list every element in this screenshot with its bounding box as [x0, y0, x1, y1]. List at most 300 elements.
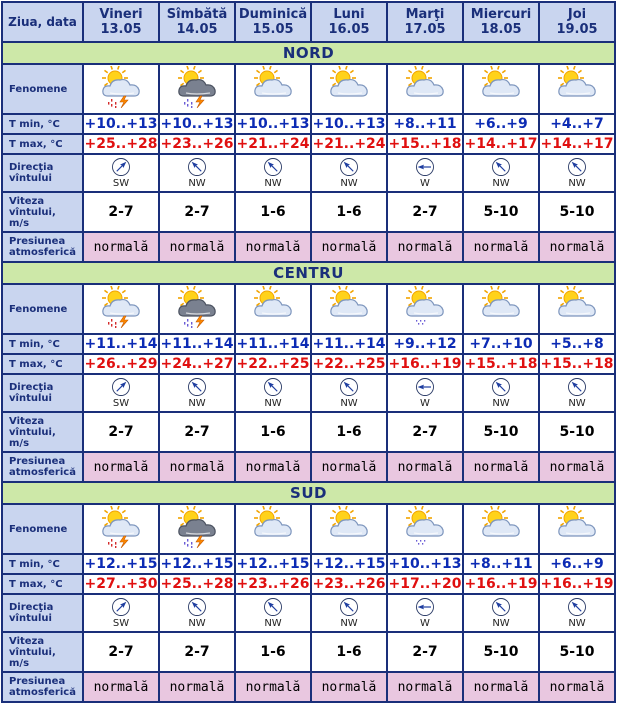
tmax-value: +23..+26 [160, 136, 234, 152]
day-date: 14.05 [176, 22, 218, 37]
day-name: Joi [567, 7, 587, 22]
wind-speed-value: 2-7 [388, 193, 462, 231]
partly-cloudy-icon [248, 66, 298, 108]
wind-direction-cell [160, 375, 234, 411]
tmax-value: +24..+27 [160, 356, 234, 372]
phenomena-label-line: Fenomene [9, 83, 68, 95]
wind-arrow-icon [339, 377, 359, 397]
wind-arrow-icon [111, 377, 131, 397]
wind-arrow-icon [491, 157, 511, 177]
day-header [312, 3, 386, 41]
wind-direction-cell [540, 595, 614, 631]
wind-arrow-icon [263, 157, 283, 177]
wind-direction-text: NW [340, 618, 358, 629]
light-rain-partly-cloudy-icon [400, 506, 450, 548]
wind-direction-label [3, 375, 82, 411]
tmax-value: +21..+24 [236, 136, 310, 152]
wind-direction-cell [312, 595, 386, 631]
wind-direction-cell [160, 595, 234, 631]
wind-arrow-icon [339, 157, 359, 177]
day-header [160, 3, 234, 41]
day-name: Marţi [405, 7, 445, 22]
tmin-value: +11..+14 [84, 336, 158, 352]
tmax-value: +15..+18 [464, 356, 538, 372]
wind-direction [312, 597, 386, 629]
tmax-row [3, 355, 614, 373]
wind-direction-cell [540, 155, 614, 191]
wind-direction [312, 377, 386, 409]
phenomena-cell [84, 505, 158, 553]
wind-direction-cell [464, 375, 538, 411]
wind-direction [540, 377, 614, 409]
wind-direction-cell [312, 375, 386, 411]
wind-arrow-icon [263, 597, 283, 617]
wind-speed-label-line: vîntului, [9, 426, 56, 438]
wind-direction-text: NW [264, 398, 282, 409]
wind-speed-value: 2-7 [160, 633, 234, 671]
wind-arrow-icon [415, 597, 435, 617]
tmin-row [3, 555, 614, 573]
wind-direction-text: SW [112, 618, 130, 629]
day-name: Sîmbătă [166, 7, 228, 22]
wind-direction [84, 157, 158, 189]
region-row [3, 483, 614, 503]
wind-direction-cell [236, 595, 310, 631]
wind-direction-cell [388, 595, 462, 631]
tmax-value: +15..+18 [540, 356, 614, 372]
wind-direction [464, 377, 538, 409]
tmin-value: +10..+13 [160, 116, 234, 132]
wind-direction-row [3, 595, 614, 631]
wind-arrow-icon [339, 597, 359, 617]
pressure-label [3, 233, 82, 261]
wind-arrow-icon [111, 597, 131, 617]
phenomena-cell [84, 65, 158, 113]
phenomena-cell [388, 65, 462, 113]
wind-direction-label [3, 595, 82, 631]
wind-direction-cell [464, 595, 538, 631]
pressure-row [3, 673, 614, 701]
partly-cloudy-icon [324, 286, 374, 328]
pressure-value: normală [236, 233, 310, 261]
region-title: NORD [3, 43, 614, 63]
light-rain-partly-cloudy-icon [400, 286, 450, 328]
wind-direction [160, 157, 234, 189]
partly-cloudy-icon [552, 286, 602, 328]
day-name: Miercuri [470, 7, 532, 22]
wind-speed-value: 1-6 [312, 413, 386, 451]
wind-direction-cell [84, 375, 158, 411]
wind-direction-cell [236, 375, 310, 411]
wind-arrow-icon [187, 157, 207, 177]
wind-direction [540, 157, 614, 189]
thunderstorm-partly-cloudy-icon [96, 66, 146, 108]
tmin-label-line: T min, °C [9, 118, 60, 130]
thunderstorm-rain-icon [172, 286, 222, 328]
wind-arrow-icon [567, 597, 587, 617]
wind-speed-label [3, 413, 82, 451]
tmin-value: +12..+15 [160, 556, 234, 572]
wind-speed-value: 1-6 [236, 413, 310, 451]
wind-speed-label-line: Viteza [9, 635, 45, 647]
tmax-value: +16..+19 [464, 576, 538, 592]
wind-direction-text: W [420, 398, 430, 409]
wind-direction-text: NW [188, 178, 206, 189]
wind-direction-label-line: Direcţia [9, 602, 54, 613]
pressure-label-line: Presiunea [9, 676, 66, 687]
wind-direction-text: NW [340, 178, 358, 189]
day-date: 18.05 [480, 22, 522, 37]
tmin-value: +5..+8 [540, 335, 614, 353]
tmin-value: +6..+9 [540, 555, 614, 573]
wind-speed-value: 5-10 [540, 193, 614, 231]
tmax-label [3, 355, 82, 373]
wind-direction [84, 377, 158, 409]
pressure-value: normală [540, 673, 614, 701]
wind-speed-label-line: Viteza [9, 195, 45, 207]
wind-speed-value: 2-7 [84, 413, 158, 451]
wind-speed-value: 2-7 [388, 633, 462, 671]
wind-direction-cell [84, 595, 158, 631]
wind-speed-row [3, 633, 614, 671]
tmax-value: +15..+18 [388, 136, 462, 152]
tmax-row [3, 575, 614, 593]
thunderstorm-rain-icon [172, 66, 222, 108]
phenomena-cell [84, 285, 158, 333]
wind-speed-label [3, 633, 82, 671]
tmax-value: +25..+28 [84, 136, 158, 152]
partly-cloudy-icon [248, 286, 298, 328]
region-row [3, 43, 614, 63]
wind-speed-label-line: m/s [9, 437, 30, 449]
phenomena-cell [388, 505, 462, 553]
wind-direction-text: NW [340, 398, 358, 409]
wind-direction-row [3, 375, 614, 411]
tmin-value: +10..+13 [84, 116, 158, 132]
wind-direction-text: NW [264, 618, 282, 629]
phenomena-cell [312, 505, 386, 553]
forecast-table [1, 1, 616, 703]
wind-arrow-icon [187, 597, 207, 617]
wind-direction-cell [388, 155, 462, 191]
wind-direction [464, 157, 538, 189]
phenomena-label [3, 65, 82, 113]
phenomena-cell [464, 505, 538, 553]
partly-cloudy-icon [248, 506, 298, 548]
phenomena-cell [464, 65, 538, 113]
tmax-value: +17..+20 [388, 576, 462, 592]
partly-cloudy-icon [476, 286, 526, 328]
pressure-value: normală [312, 453, 386, 481]
pressure-label-line: atmosferică [9, 687, 76, 698]
tmax-label-line: T max, °C [9, 358, 63, 370]
day-name: Duminică [238, 7, 308, 22]
tmin-value: +6..+9 [464, 115, 538, 133]
partly-cloudy-icon [324, 66, 374, 108]
wind-direction-text: W [420, 618, 430, 629]
pressure-value: normală [160, 233, 234, 261]
region-title: SUD [3, 483, 614, 503]
pressure-label [3, 673, 82, 701]
wind-arrow-icon [263, 377, 283, 397]
wind-direction [388, 597, 462, 629]
wind-direction-text: W [420, 178, 430, 189]
thunderstorm-rain-icon [172, 506, 222, 548]
tmax-value: +21..+24 [312, 136, 386, 152]
wind-direction [540, 597, 614, 629]
pressure-value: normală [540, 453, 614, 481]
pressure-value: normală [540, 233, 614, 261]
partly-cloudy-icon [476, 66, 526, 108]
wind-speed-value: 2-7 [388, 413, 462, 451]
wind-direction-label-line: vîntului [9, 173, 52, 184]
wind-direction [236, 377, 310, 409]
tmin-value: +12..+15 [312, 556, 386, 572]
wind-speed-value: 1-6 [236, 633, 310, 671]
day-header [540, 3, 614, 41]
pressure-value: normală [84, 673, 158, 701]
wind-speed-value: 5-10 [464, 413, 538, 451]
phenomena-cell [540, 285, 614, 333]
wind-direction-cell [464, 155, 538, 191]
pressure-value: normală [388, 233, 462, 261]
wind-direction-cell [312, 155, 386, 191]
wind-arrow-icon [111, 157, 131, 177]
pressure-row [3, 453, 614, 481]
wind-arrow-icon [187, 377, 207, 397]
tmax-label [3, 575, 82, 593]
tmax-value: +22..+25 [236, 356, 310, 372]
tmax-value: +14..+17 [540, 136, 614, 152]
wind-arrow-icon [491, 377, 511, 397]
tmin-value: +11..+14 [236, 336, 310, 352]
pressure-value: normală [388, 453, 462, 481]
wind-direction [160, 597, 234, 629]
wind-direction-text: NW [492, 618, 510, 629]
wind-arrow-icon [567, 157, 587, 177]
pressure-label [3, 453, 82, 481]
wind-direction [388, 377, 462, 409]
day-header [464, 3, 538, 41]
wind-speed-row [3, 193, 614, 231]
pressure-value: normală [84, 233, 158, 261]
tmin-value: +10..+13 [236, 116, 310, 132]
pressure-value: normală [312, 673, 386, 701]
partly-cloudy-icon [476, 506, 526, 548]
header-row [3, 3, 614, 41]
phenomena-label [3, 285, 82, 333]
wind-speed-value: 2-7 [84, 193, 158, 231]
wind-speed-value: 2-7 [160, 193, 234, 231]
phenomena-label [3, 505, 82, 553]
wind-speed-label-line: vîntului, [9, 646, 56, 658]
wind-direction-cell [84, 155, 158, 191]
wind-direction [236, 597, 310, 629]
pressure-value: normală [160, 453, 234, 481]
wind-speed-label-line: Viteza [9, 415, 45, 427]
tmin-label [3, 555, 82, 573]
wind-speed-value: 5-10 [464, 193, 538, 231]
day-header [388, 3, 462, 41]
wind-direction [160, 377, 234, 409]
wind-speed-label [3, 193, 82, 231]
wind-direction [388, 157, 462, 189]
tmin-row [3, 115, 614, 133]
tmax-value: +27..+30 [84, 576, 158, 592]
wind-direction-label-line: Direcţia [9, 382, 54, 393]
day-header [236, 3, 310, 41]
wind-arrow-icon [415, 377, 435, 397]
region-title: CENTRU [3, 263, 614, 283]
tmin-label-line: T min, °C [9, 558, 60, 570]
wind-speed-label-line: m/s [9, 217, 30, 229]
tmax-value: +26..+29 [84, 356, 158, 372]
wind-direction-text: NW [492, 398, 510, 409]
phenomena-row [3, 505, 614, 553]
wind-direction [236, 157, 310, 189]
phenomena-cell [464, 285, 538, 333]
wind-arrow-icon [491, 597, 511, 617]
pressure-label-line: Presiunea [9, 456, 66, 467]
day-date: 15.05 [252, 22, 294, 37]
wind-speed-value: 1-6 [236, 193, 310, 231]
tmax-label-line: T max, °C [9, 578, 63, 590]
partly-cloudy-icon [400, 66, 450, 108]
wind-direction-cell [540, 375, 614, 411]
phenomena-cell [160, 285, 234, 333]
wind-direction-text: SW [112, 398, 130, 409]
tmin-value: +11..+14 [312, 336, 386, 352]
pressure-value: normală [388, 673, 462, 701]
tmax-label [3, 135, 82, 153]
tmin-value: +10..+13 [312, 116, 386, 132]
wind-direction [84, 597, 158, 629]
wind-direction-text: NW [568, 618, 586, 629]
tmin-value: +8..+11 [388, 115, 462, 133]
wind-speed-row [3, 413, 614, 451]
wind-speed-value: 5-10 [464, 633, 538, 671]
phenomena-cell [540, 505, 614, 553]
day-date: 19.05 [556, 22, 598, 37]
partly-cloudy-icon [552, 66, 602, 108]
wind-speed-value: 5-10 [540, 633, 614, 671]
tmin-value: +11..+14 [160, 336, 234, 352]
tmax-value: +25..+28 [160, 576, 234, 592]
wind-speed-value: 5-10 [540, 413, 614, 451]
wind-speed-value: 1-6 [312, 633, 386, 671]
phenomena-cell [388, 285, 462, 333]
thunderstorm-partly-cloudy-icon [96, 506, 146, 548]
pressure-value: normală [84, 453, 158, 481]
wind-direction-cell [160, 155, 234, 191]
day-name: Luni [333, 7, 365, 22]
wind-direction-text: NW [264, 178, 282, 189]
wind-speed-label-line: vîntului, [9, 206, 56, 218]
phenomena-cell [540, 65, 614, 113]
tmin-label [3, 335, 82, 353]
tmax-label-line: T max, °C [9, 138, 63, 150]
tmin-label [3, 115, 82, 133]
date-column-header: Ziua, data [3, 3, 82, 41]
wind-direction-text: SW [112, 178, 130, 189]
tmax-value: +14..+17 [464, 136, 538, 152]
tmax-value: +22..+25 [312, 356, 386, 372]
region-row [3, 263, 614, 283]
wind-direction-cell [236, 155, 310, 191]
pressure-value: normală [464, 233, 538, 261]
phenomena-cell [160, 505, 234, 553]
phenomena-cell [160, 65, 234, 113]
day-date: 17.05 [404, 22, 446, 37]
tmax-value: +23..+26 [312, 576, 386, 592]
pressure-value: normală [236, 673, 310, 701]
wind-direction-text: NW [188, 398, 206, 409]
tmin-row [3, 335, 614, 353]
wind-direction-cell [388, 375, 462, 411]
tmax-row [3, 135, 614, 153]
wind-direction [312, 157, 386, 189]
tmin-value: +12..+15 [236, 556, 310, 572]
pressure-value: normală [464, 673, 538, 701]
tmin-value: +8..+11 [464, 555, 538, 573]
pressure-label-line: Presiunea [9, 236, 66, 247]
pressure-value: normală [236, 453, 310, 481]
pressure-row [3, 233, 614, 261]
wind-direction-row [3, 155, 614, 191]
wind-direction-label [3, 155, 82, 191]
tmin-label-line: T min, °C [9, 338, 60, 350]
wind-speed-value: 1-6 [312, 193, 386, 231]
wind-direction-text: NW [568, 178, 586, 189]
pressure-value: normală [312, 233, 386, 261]
wind-direction-text: NW [188, 618, 206, 629]
tmax-value: +23..+26 [236, 576, 310, 592]
pressure-value: normală [160, 673, 234, 701]
tmin-value: +10..+13 [388, 556, 462, 572]
wind-speed-value: 2-7 [84, 633, 158, 671]
wind-direction-label-line: vîntului [9, 613, 52, 624]
phenomena-label-line: Fenomene [9, 303, 68, 315]
phenomena-cell [236, 65, 310, 113]
wind-direction-label-line: Direcţia [9, 162, 54, 173]
tmax-value: +16..+19 [540, 576, 614, 592]
wind-direction-text: NW [492, 178, 510, 189]
wind-arrow-icon [567, 377, 587, 397]
phenomena-row [3, 65, 614, 113]
phenomena-cell [236, 505, 310, 553]
wind-direction-text: NW [568, 398, 586, 409]
wind-direction [464, 597, 538, 629]
wind-speed-label-line: m/s [9, 657, 30, 669]
phenomena-cell [312, 65, 386, 113]
phenomena-row [3, 285, 614, 333]
tmax-value: +16..+19 [388, 356, 462, 372]
partly-cloudy-icon [324, 506, 374, 548]
day-header [84, 3, 158, 41]
phenomena-cell [312, 285, 386, 333]
tmin-value: +9..+12 [388, 335, 462, 353]
phenomena-label-line: Fenomene [9, 523, 68, 535]
phenomena-cell [236, 285, 310, 333]
tmin-value: +7..+10 [464, 335, 538, 353]
pressure-label-line: atmosferică [9, 467, 76, 478]
wind-speed-value: 2-7 [160, 413, 234, 451]
day-date: 16.05 [328, 22, 370, 37]
pressure-value: normală [464, 453, 538, 481]
tmin-value: +12..+15 [84, 556, 158, 572]
tmin-value: +4..+7 [540, 115, 614, 133]
partly-cloudy-icon [552, 506, 602, 548]
